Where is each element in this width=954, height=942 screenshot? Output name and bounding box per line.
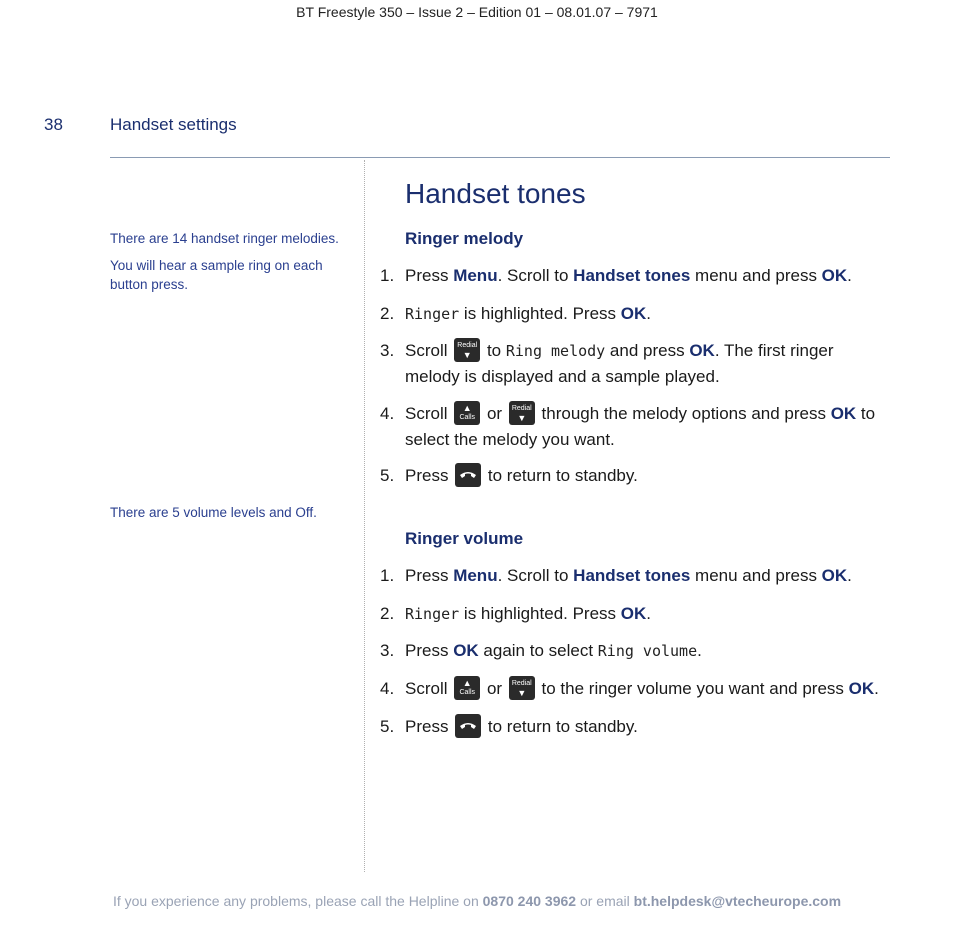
step-number: 5. [380, 466, 395, 485]
step-number: 3. [380, 641, 395, 660]
step-text: Press [405, 266, 454, 285]
step-number: 1. [380, 566, 395, 585]
volume-step-3 [380, 638, 880, 664]
step-text: . [874, 679, 879, 698]
step-text: . [847, 566, 852, 585]
lcd-text: Ring volume [597, 642, 698, 660]
ok-keyword: OK [689, 341, 715, 360]
up-arrow-icon: ▲ [462, 402, 472, 413]
volume-step-5 [380, 714, 880, 740]
step-number: 5. [380, 717, 395, 736]
step-text: Press [405, 466, 454, 485]
lcd-text: Ring melody [505, 342, 606, 360]
melody-step-2 [380, 301, 880, 327]
melody-step-5 [380, 463, 880, 489]
handset-tones-keyword: Handset tones [573, 266, 691, 285]
melody-step-3 [380, 338, 880, 389]
key-label: Calls [459, 688, 476, 696]
step-text: Scroll [405, 679, 453, 698]
footer-text: If you experience any problems, please call the Helpline on [112, 893, 483, 909]
ok-keyword: OK [821, 566, 848, 585]
ok-keyword: OK [453, 641, 479, 660]
helpdesk-email[interactable]: bt.helpdesk@vtecheurope.com [633, 893, 842, 909]
key-label: Calls [459, 413, 476, 421]
step-text: menu and press [690, 566, 822, 585]
step-text: Press [405, 566, 454, 585]
step-text: Scroll [405, 341, 453, 360]
section-title: Handset settings [110, 115, 237, 134]
step-number: 4. [380, 404, 395, 423]
step-text: to return to standby. [483, 717, 638, 736]
redial-down-key-icon [454, 338, 480, 362]
step-number: 2. [380, 604, 395, 623]
ok-keyword: OK [848, 679, 875, 698]
volume-step-4 [380, 676, 880, 702]
step-text: . The first ringer melody is displayed and a sample played. [405, 341, 834, 386]
end-call-key-icon [455, 714, 481, 738]
step-number: 2. [380, 304, 395, 323]
redial-down-key-icon [509, 676, 535, 700]
note-volume-levels: There are 5 volume levels and Off. [110, 505, 317, 520]
calls-up-key-icon [454, 676, 480, 700]
step-text: to [482, 341, 506, 360]
lcd-text: Ringer [405, 605, 460, 623]
step-text: . Scroll to [497, 266, 574, 285]
step-text: . Scroll to [497, 566, 574, 585]
note-melodies: There are 14 handset ringer melodies. [110, 231, 339, 246]
volume-step-2 [380, 601, 880, 627]
melody-step-4 [380, 401, 880, 452]
calls-up-key-icon [454, 401, 480, 425]
step-text: and press [605, 341, 690, 360]
volume-step-1 [380, 563, 880, 588]
document-header: BT Freestyle 350 – Issue 2 – Edition 01 – 08.01.07 – 7971 [296, 4, 658, 20]
step-text: again to select [478, 641, 598, 660]
step-text: Press [405, 641, 454, 660]
footer-text: or email [576, 893, 634, 909]
column-divider [364, 160, 365, 872]
redial-down-key-icon [509, 401, 535, 425]
ok-keyword: OK [620, 304, 647, 323]
step-number: 1. [380, 266, 395, 285]
ok-keyword: OK [821, 266, 848, 285]
page-number: 38 [44, 115, 63, 134]
down-arrow-icon: ▼ [462, 349, 472, 360]
step-text: to return to standby. [483, 466, 638, 485]
step-text: to select the melody you want. [405, 404, 876, 449]
step-text: . [646, 604, 652, 623]
page-title: Handset tones [405, 178, 586, 209]
step-text: through the melody options and press [536, 404, 831, 423]
step-text: menu and press [690, 266, 822, 285]
down-arrow-icon: ▼ [517, 412, 527, 423]
key-label: Redial [511, 404, 532, 412]
ringer-melody-heading: Ringer melody [405, 229, 524, 248]
up-arrow-icon: ▲ [462, 677, 472, 688]
helpline-footer [0, 893, 954, 909]
note-sample-ring: You will hear a sample ring on each button press. [110, 258, 323, 292]
handset-tones-keyword: Handset tones [573, 566, 691, 585]
step-text: Press [405, 717, 454, 736]
step-text: to the ringer volume you want and press [536, 679, 849, 698]
end-call-key-icon [455, 463, 481, 487]
step-number: 4. [380, 679, 395, 698]
step-text: is highlighted. Press [459, 304, 621, 323]
lcd-text: Ringer [405, 305, 460, 323]
menu-keyword: Menu [453, 266, 498, 285]
melody-step-1 [380, 263, 880, 288]
step-text: or [482, 679, 507, 698]
key-label: Redial [511, 679, 532, 687]
ringer-volume-heading: Ringer volume [405, 529, 524, 548]
header-rule [110, 157, 890, 158]
ok-keyword: OK [620, 604, 647, 623]
step-number: 3. [380, 341, 395, 360]
step-text: Scroll [405, 404, 453, 423]
step-text: is highlighted. Press [459, 604, 621, 623]
step-text: . [646, 304, 652, 323]
down-arrow-icon: ▼ [517, 687, 527, 698]
step-text: . [847, 266, 852, 285]
ok-keyword: OK [830, 404, 857, 423]
step-text: or [482, 404, 507, 423]
helpline-phone: 0870 240 3962 [482, 893, 577, 909]
step-text: . [697, 641, 702, 660]
key-label: Redial [457, 341, 478, 349]
menu-keyword: Menu [453, 566, 498, 585]
